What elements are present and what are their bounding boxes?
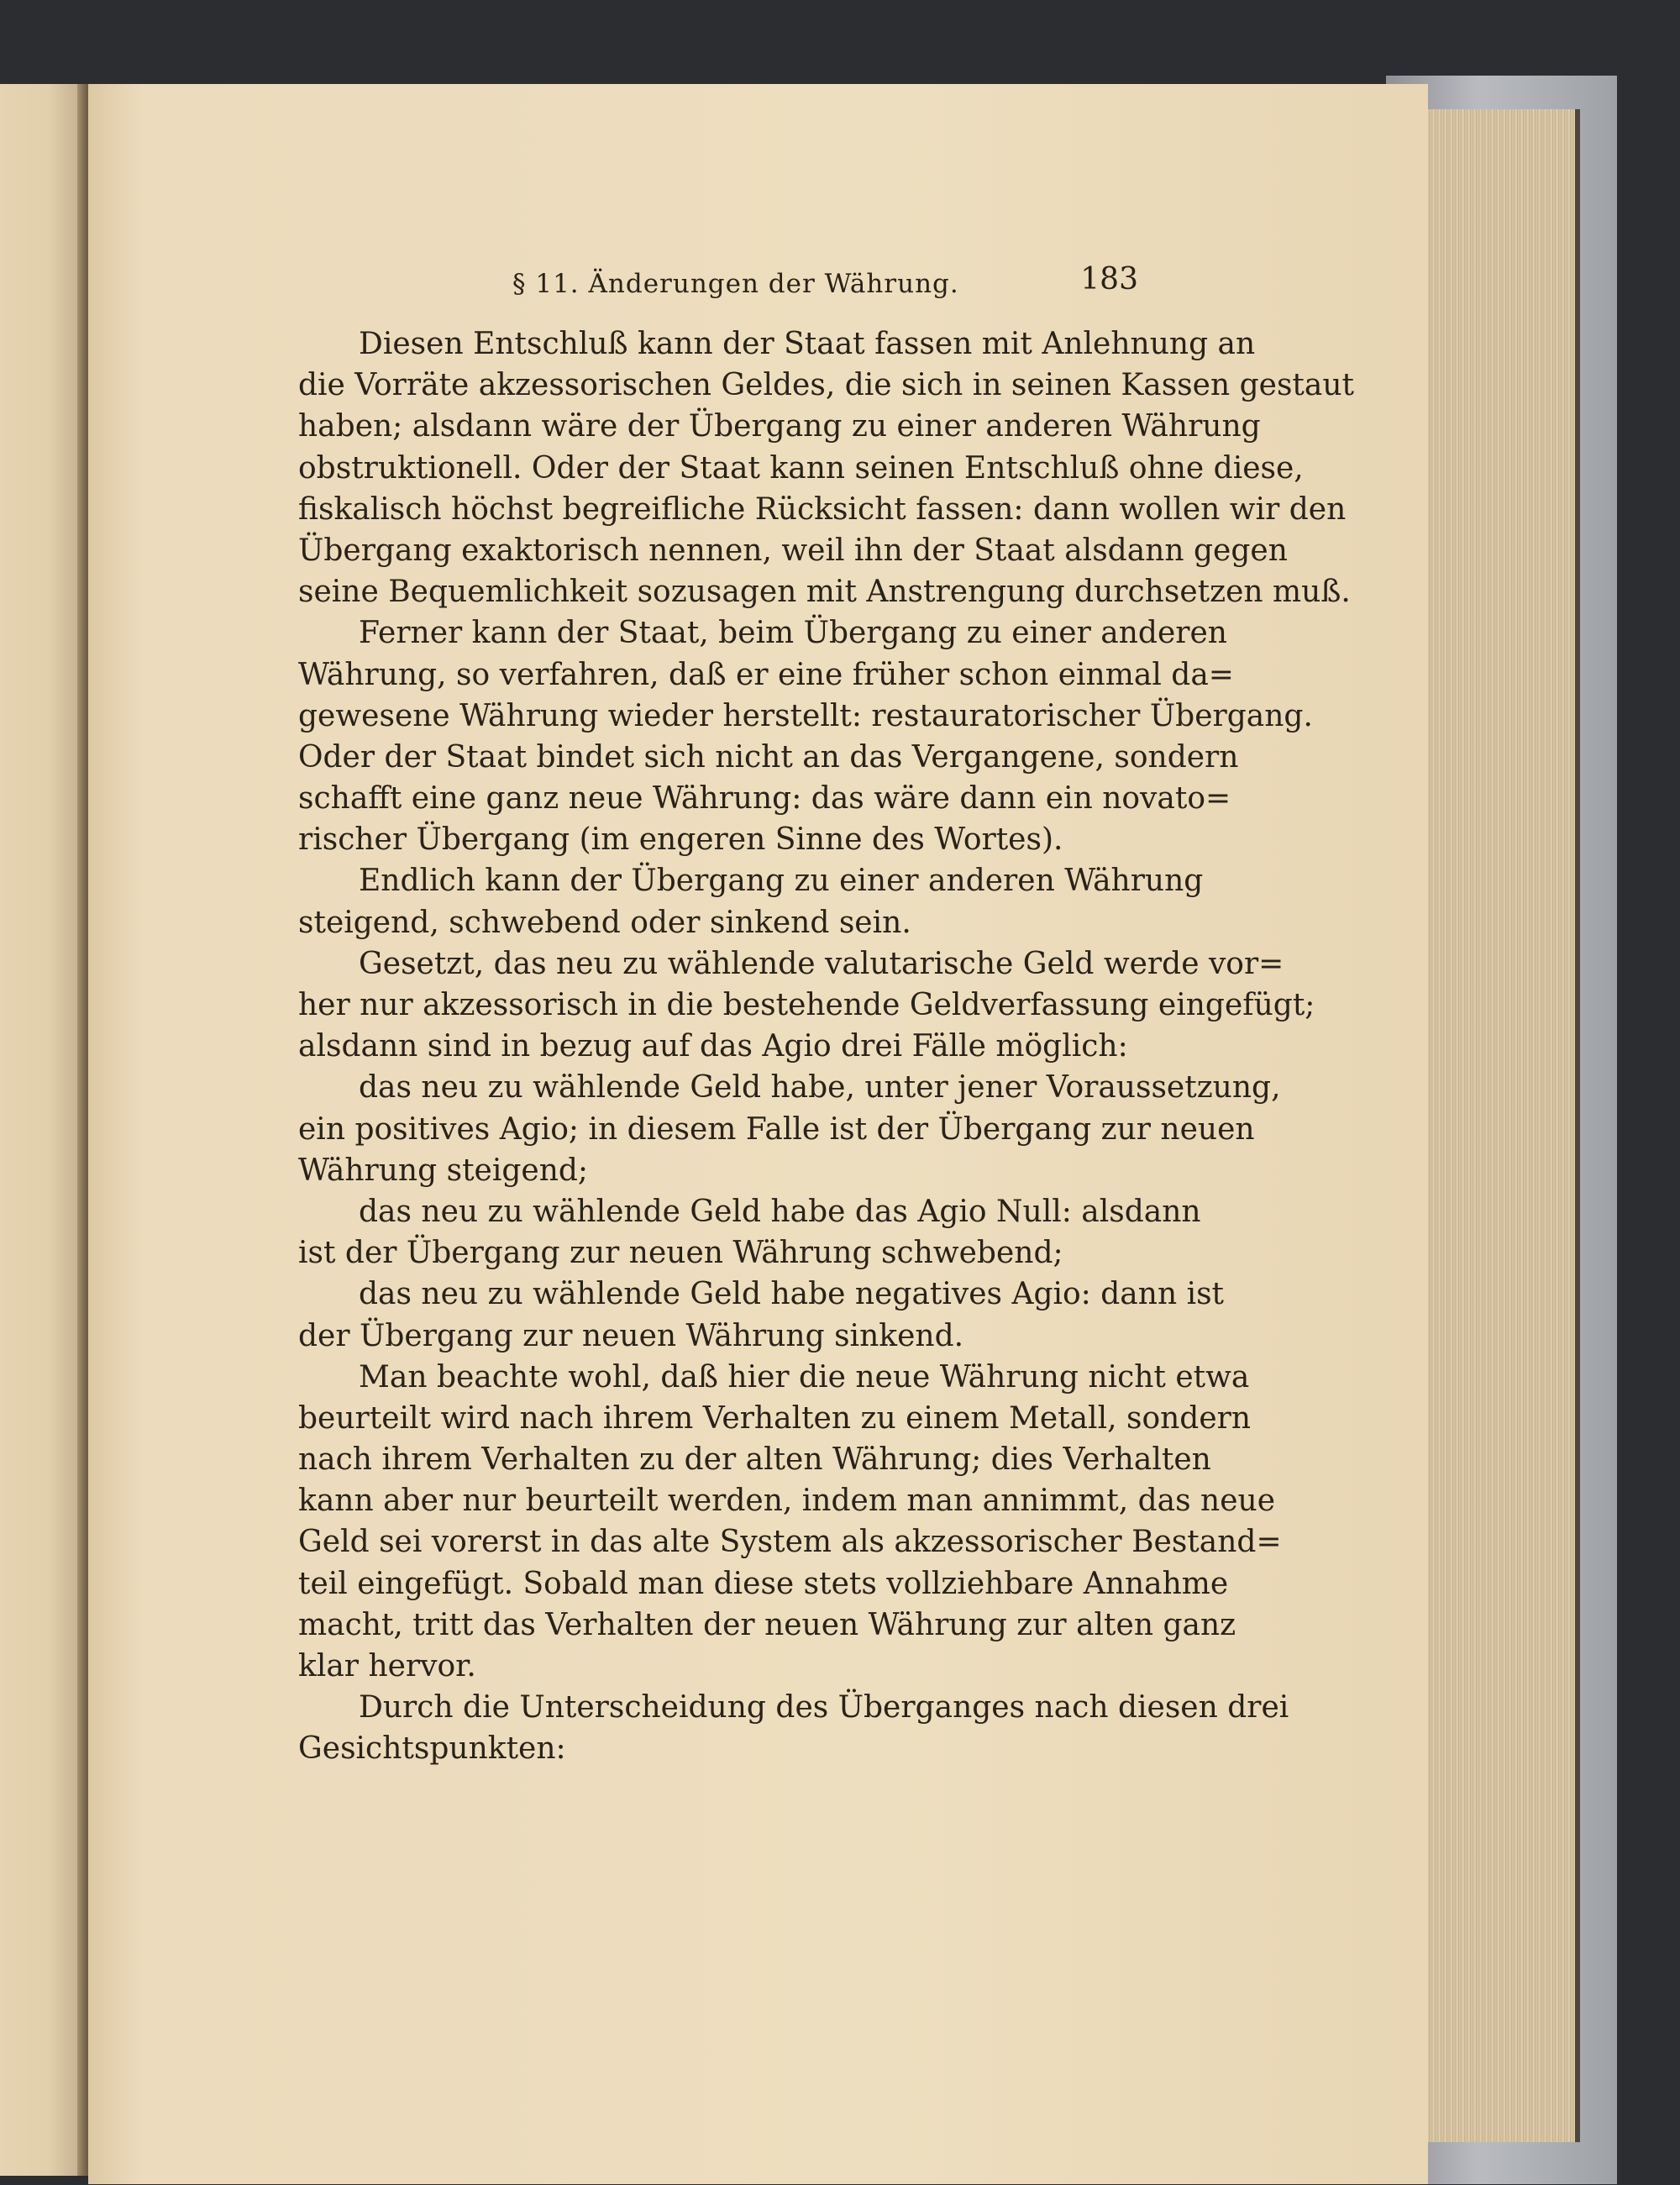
text-line: Gesichtspunkten: [298, 1731, 566, 1767]
text-line: schafft eine ganz neue Währung: das wäre dann ein novato= [298, 781, 1231, 817]
text-line: teil eingefügt. Sobald man diese stets vollziehbare Annahme [298, 1566, 1229, 1601]
text-line: klar hervor. [298, 1649, 476, 1683]
text-line: Oder der Staat bindet sich nicht an das Vergangene, sondern [298, 739, 1239, 775]
text-line: steigend, schwebend oder sinkend sein. [298, 905, 911, 940]
text-line: ein positives Agio; in diesem Falle ist der Übergang zur neuen [298, 1111, 1255, 1147]
text-line: kann aber nur beurteilt werden, indem man annimmt, das neue [298, 1484, 1276, 1519]
text-line: her nur akzessorisch in die bestehende Geldverfassung eingefügt; [298, 988, 1315, 1022]
running-head: § 11. Änderungen der Währung. [512, 269, 959, 299]
text-line: Ferner kann der Staat, beim Übergang zu einer anderen [359, 616, 1227, 651]
facing-page-edge [0, 84, 88, 2176]
text-line: Man beachte wohl, daß hier die neue Währung nicht etwa [359, 1359, 1250, 1395]
text-line: nach ihrem Verhalten zu der alten Währung; dies Verhalten [298, 1442, 1211, 1478]
page-number: 183 [1080, 262, 1138, 297]
text-line: macht, tritt das Verhalten der neuen Währung zur alten ganz [298, 1607, 1236, 1642]
text-line: fiskalisch höchst begreifliche Rücksicht fassen: dann wollen wir den [298, 491, 1347, 527]
text-line: Durch die Unterscheidung des Überganges nach diesen drei [359, 1690, 1289, 1725]
text-line: das neu zu wählende Geld habe das Agio Null: alsdann [359, 1194, 1201, 1229]
text-line: die Vorräte akzessorischen Geldes, die sich in seinen Kassen gestaut [298, 368, 1354, 403]
text-line: gewesene Währung wieder herstellt: restauratorischer Übergang. [298, 698, 1313, 733]
text-line: Übergang exaktorisch nennen, weil ihn der Staat alsdann gegen [298, 533, 1288, 568]
text-line: Diesen Entschluß kann der Staat fassen mit Anlehnung an [359, 327, 1256, 361]
text-line: das neu zu wählende Geld habe, unter jener Voraussetzung, [359, 1070, 1281, 1106]
text-line: Währung, so verfahren, daß er eine früher schon einmal da= [298, 657, 1234, 692]
text-line: Endlich kann der Übergang zu einer anderen Währung [359, 864, 1204, 899]
text-line: Geld sei vorerst in das alte System als akzessorischer Bestand= [298, 1525, 1282, 1560]
text-line: haben; alsdann wäre der Übergang zu einer anderen Währung [298, 409, 1261, 444]
text-line: Währung steigend; [298, 1153, 589, 1188]
text-line: beurteilt wird nach ihrem Verhalten zu einem Metall, sondern [298, 1400, 1252, 1436]
text-line: rischer Übergang (im engeren Sinne des Wortes). [298, 822, 1063, 858]
text-line: alsdann sind in bezug auf das Agio drei Fälle möglich: [298, 1029, 1128, 1064]
text-line: das neu zu wählende Geld habe negatives Agio: dann ist [359, 1277, 1225, 1312]
text-line: der Übergang zur neuen Währung sinkend. [298, 1318, 964, 1353]
text-line: obstruktionell. Oder der Staat kann seinen Entschluß ohne diese, [298, 450, 1304, 486]
body-text [298, 323, 1354, 1770]
text-line: Gesetzt, das neu zu wählende valutarische Geld werde vor= [359, 946, 1284, 981]
text-line: seine Bequemlichkeit sozusagen mit Anstrengung durchsetzen muß. [298, 575, 1351, 610]
text-line: ist der Übergang zur neuen Währung schwebend; [298, 1236, 1063, 1271]
